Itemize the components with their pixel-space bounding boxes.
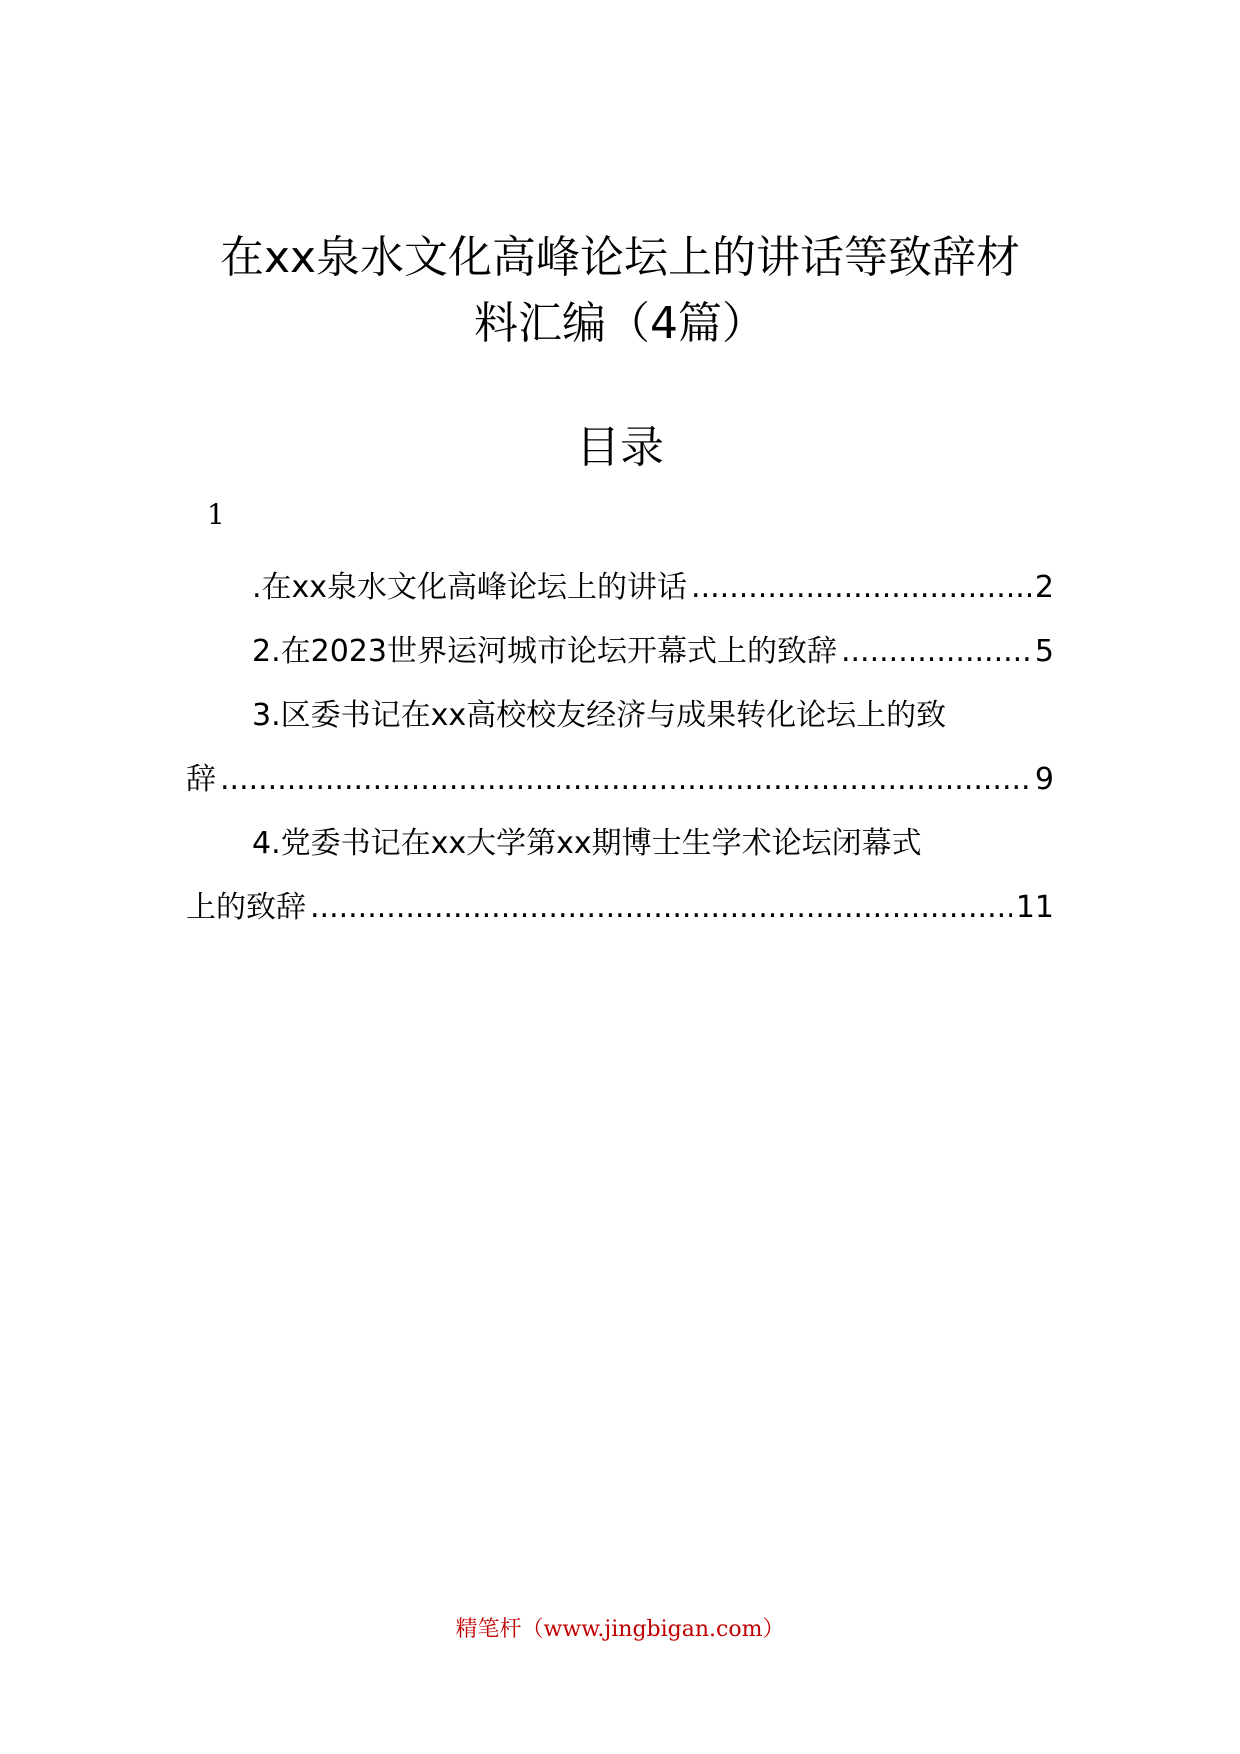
toc-dot-leader: [691, 556, 1031, 620]
toc-entry-3-line-1[interactable]: [186, 684, 1054, 748]
document-title-line-2: 料汇编（4篇）: [474, 298, 766, 349]
toc-entry-text: 辞: [186, 762, 216, 797]
toc-entry-4-line-2[interactable]: [186, 876, 1054, 940]
toc-entry-page: 9: [1034, 762, 1054, 797]
document-title-line-1: 在xx泉水文化高峰论坛上的讲话等致辞材: [219, 232, 1021, 283]
toc-dot-leader: [220, 748, 1031, 812]
toc-entry-text: 4.党委书记在xx大学第xx期博士生学术论坛闭幕式: [252, 826, 922, 861]
toc-entry-3-line-2[interactable]: [186, 748, 1054, 812]
toc-stray-number: 1: [207, 498, 225, 531]
toc-entry-text: 上的致辞: [186, 890, 306, 925]
toc-entry-4-line-1[interactable]: [186, 812, 1054, 876]
toc-entry-1[interactable]: [186, 556, 1054, 620]
toc-dot-leader: [841, 620, 1031, 684]
footer-watermark: 精笔杆（www.jingbigan.com）: [455, 1617, 785, 1642]
toc-entry-text: 2.在2023世界运河城市论坛开幕式上的致辞: [252, 634, 837, 669]
toc-dot-leader: [310, 876, 1012, 940]
toc-entry-text: 3.区委书记在xx高校校友经济与成果转化论坛上的致: [252, 698, 947, 733]
toc-entry-text: .在xx泉水文化高峰论坛上的讲话: [252, 570, 688, 605]
table-of-contents: [186, 556, 1054, 940]
document-title: [150, 225, 1090, 357]
toc-entry-page: 11: [1015, 890, 1054, 925]
toc-entry-page: 2: [1034, 570, 1054, 605]
toc-entry-2[interactable]: [186, 620, 1054, 684]
toc-heading: 目录: [576, 422, 664, 473]
toc-entry-page: 5: [1034, 634, 1054, 669]
